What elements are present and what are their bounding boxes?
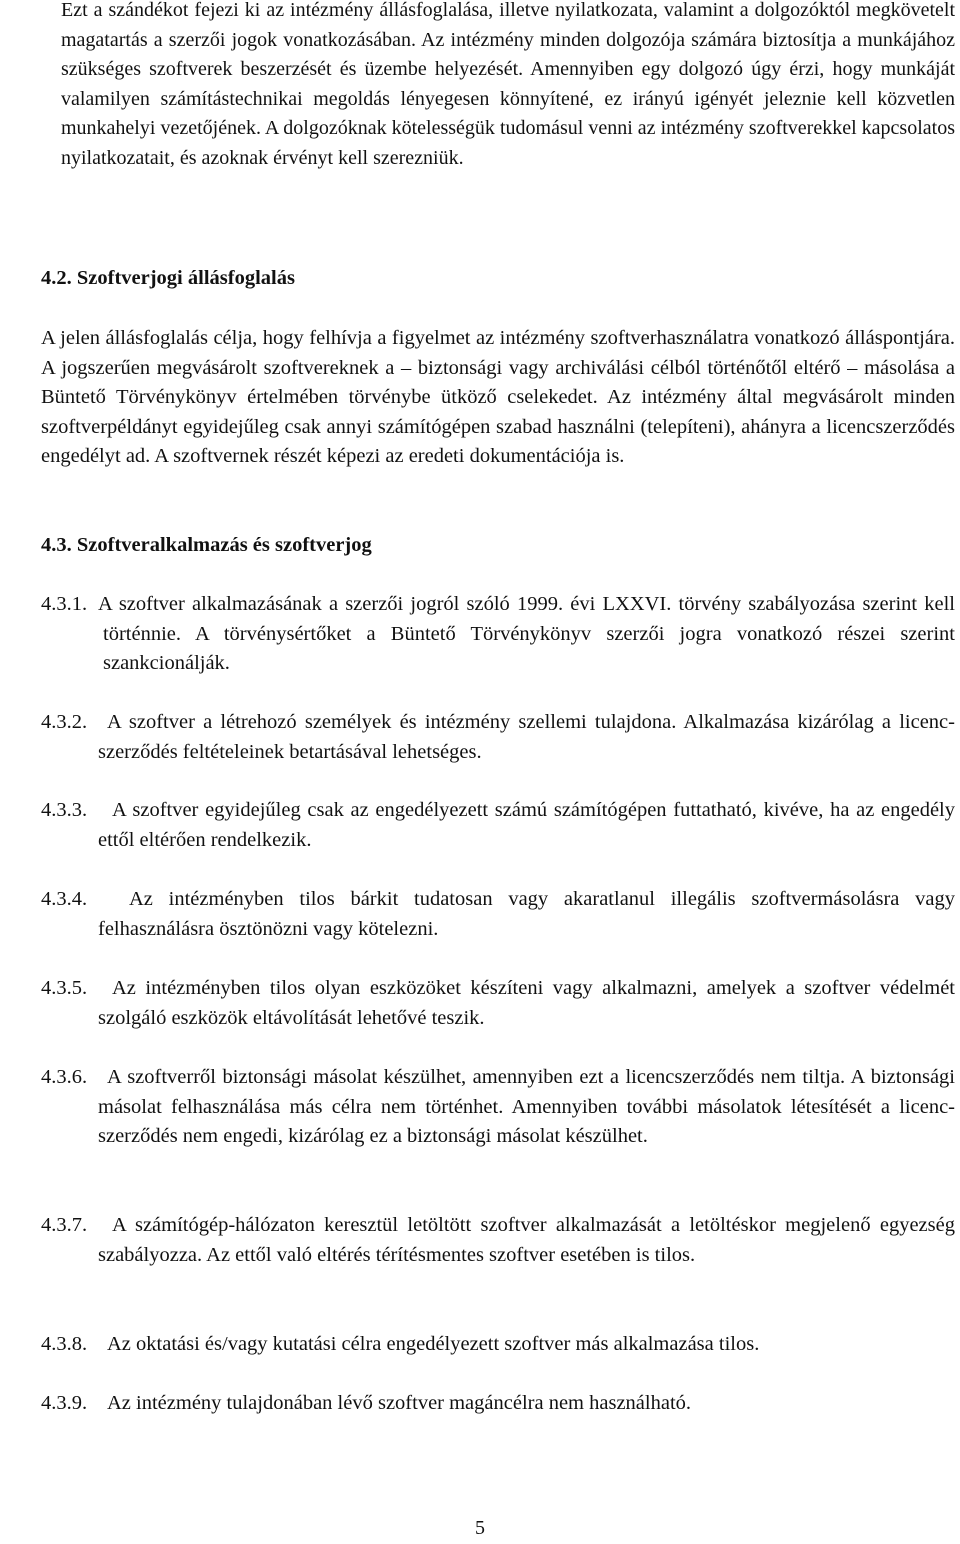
- item-number: 4.3.5.: [41, 977, 88, 999]
- item-number: 4.3.4.: [41, 888, 88, 910]
- list-item: [41, 1389, 955, 1419]
- item-text: A szoftver a létrehozó személyek és intézmény szellemi tulajdona. Alkalmazása kizárólag a licenc-szerződés feltételeinek betartásával lehetséges.: [98, 711, 955, 763]
- item-text: A szoftver egyidejűleg csak az engedélyezett számú számítógépen futtatható, kivéve, ha az engedély ettől eltérően rendelkezik.: [98, 799, 955, 851]
- item-number: 4.3.8.: [41, 1333, 88, 1355]
- item-number: 4.3.9.: [41, 1392, 88, 1414]
- item-text: Az intézményben tilos olyan eszközöket készíteni vagy alkalmazni, amelyek a szoftver védelmét szolgáló eszközök eltávolítását lehetővé teszik.: [98, 977, 955, 1029]
- section-heading-4-3: 4.3. Szoftveralkalmazás és szoftverjog: [41, 534, 372, 556]
- list-item: [41, 708, 955, 767]
- item-number: 4.3.3.: [41, 799, 88, 821]
- item-text: A szoftverről biztonsági másolat készülhet, amennyiben ezt a licencszerződés nem tiltja. A biztonsági másolat felhasználása más célra nem történhet. Amennyiben további másolatok létesítését a licenc-szerződés nem engedi, kizárólag ez a biztonsági másolat készülhet.: [98, 1066, 955, 1147]
- section-heading-4-2: 4.2. Szoftverjogi állásfoglalás: [41, 267, 295, 289]
- item-number: 4.3.6.: [41, 1066, 88, 1088]
- item-text: Az oktatási és/vagy kutatási célra engedélyezett szoftver más alkalmazása tilos.: [107, 1333, 760, 1355]
- intro-paragraph: Ezt a szándékot fejezi ki az intézmény állásfoglalása, illetve nyilatkozata, valamint a dolgozóktól megkövetelt magatartás a szerzői jogok vonatkozásában. Az intézmény minden dolgozója számára biztosítja a munkájához szükséges szoftverek beszerzését és üzembe helyezését. Amennyiben egy dolgozó úgy érzi, hogy munkáját valamilyen számítástechnikai megoldás lényegesen könnyítené, ez irányú igényét jeleznie kell közvetlen munkahelyi vezetőjének. A dolgozóknak kötelességük tudomásul venni az intézmény szoftverekkel kapcsolatos nyilatkozatait, és azoknak érvényt kell szerezniük.: [61, 0, 955, 169]
- item-number: 4.3.7.: [41, 1214, 88, 1236]
- item-number: 4.3.1.: [41, 593, 88, 615]
- item-text: Az intézményben tilos bárkit tudatosan vagy akaratlanul illegális szoftvermásolásra vagy felhasználásra ösztönözni vagy kötelezni.: [98, 888, 955, 940]
- section-4-2-paragraph: A jelen állásfoglalás célja, hogy felhívja a figyelmet az intézmény szoftverhasználatra vonatkozó álláspontjára. A jogszerűen megvásárolt szoftvereknek a – biztonsági vagy archiválási célból történőtől eltérő – másolása a Büntető Törvénykönyv értelmében törvénybe ütköző cselekedet. Az intézmény által megvásárolt minden szoftverpéldányt egyidejűleg csak annyi számítógépen szabad használni (telepíteni), ahányra a licencszerződés engedélyt ad. A szoftvernek részét képezi az eredeti dokumentációja is.: [41, 327, 955, 467]
- item-text: A számítógép-hálózaton keresztül letöltött szoftver alkalmazását a letöltéskor megjelenő egyezség szabályozza. Az ettől való eltérés térítésmentes szoftver esetében is tilos.: [98, 1214, 955, 1266]
- item-text: Az intézmény tulajdonában lévő szoftver magáncélra nem használható.: [107, 1392, 692, 1414]
- list-item: [41, 590, 955, 679]
- list-item: [41, 1330, 955, 1360]
- list-item: [41, 796, 955, 855]
- list-item: [41, 974, 955, 1033]
- list-item: [41, 1211, 955, 1270]
- page-number: 5: [475, 1517, 485, 1539]
- item-text: A szoftver alkalmazásának a szerzői jogról szóló 1999. évi LXXVI. törvény szabályozása szerint kell történnie. A törvénysértőket a Büntető Törvénykönyv szerzői jogra vonatkozó részei szerint szankcionálják.: [98, 593, 955, 674]
- list-item: [41, 885, 955, 944]
- item-number: 4.3.2.: [41, 711, 88, 733]
- list-item: [41, 1063, 955, 1152]
